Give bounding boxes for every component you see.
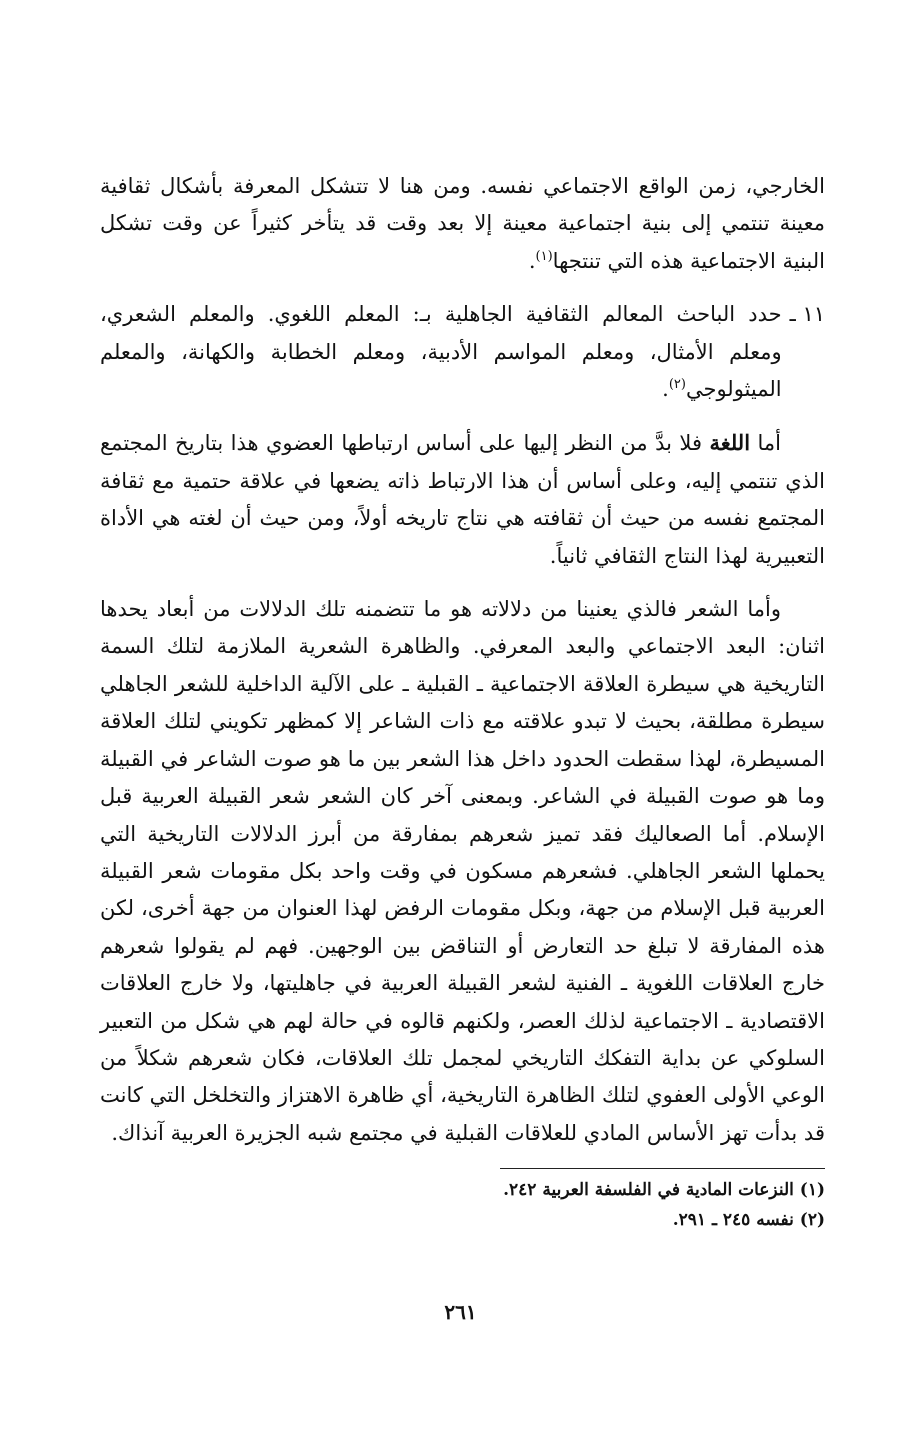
item-text-block bbox=[100, 296, 782, 408]
footnote-2: (٢) نفسه ٢٤٥ ـ ٢٩١. bbox=[672, 1210, 825, 1231]
paragraph-text: وأما الشعر فالذي يعنينا من دلالاته هو ما تتضمنه تلك الدلالات من أبعاد يحدها اثنان: البعد الاجتماعي والبعد المعرفي. والظاهرة الشعرية الملازمة لتلك السمة التاريخية هي سيطرة العلاقة الاجتماعية ـ القبلية ـ على الآلية الداخلية للشعر الجاهلي سيطرة مطلقة، بحيث لا تبدو علاقته مع ذات الشاعر إلا كمظهر تكويني لتلك العلاقة المسيطرة، لهذا سقطت الحدود داخل هذا الشعر بين ما هو صوت الشاعر في القبيلة وما هو صوت القبيلة في الشاعر. وبمعنى آخر كان الشعر شعر القبيلة العربية قبل الإسلام. أما الصعاليك فقد تميز شعرهم بمفارقة من أبرز الدلالات التاريخية التي يحملها الشعر الجاهلي. فشعرهم مسكون في وقت واحد بكل مقومات شعر القبيلة العربية قبل الإسلام من جهة، وبكل مقومات الرفض لهذا العنوان من جهة أخرى، لكن هذه المفارقة لا تبلغ حد التعارض أو التناقض بين الوجهين. فهم لم يقولوا شعرهم خارج العلاقات اللغوية ـ الفنية لشعر القبيلة العربية في جاهليتها، ولا خارج العلاقات الاقتصادية ـ الاجتماعية لذلك العصر، ولكنهم قالوه في حالة لهم هي شكل من التعبير السلوكي عن بداية التفكك التاريخي لمجمل تلك العلاقات، فكان شعرهم شكلاً من الوعي الأولى العفوي لتلك الظاهرة التاريخية، أي ظاهرة الاهتزاز والتخلخل التي كانت قد بدأت تهز الأساس المادي للعلاقات القبلية في مجتمع شبه الجزيرة العربية آنذاك. bbox=[100, 597, 825, 1145]
item-text: حدد الباحث المعالم الثقافية الجاهلية بـ: المعلم اللغوي. والمعلم الشعري، ومعلم الأمثال، ومعلم المواسم الأدبية، ومعلم الخطابة والكهانة، والمعلم الميثولوجي bbox=[100, 302, 782, 402]
footnote-1: (١) النزعات المادية في الفلسفة العربية ٢٤٢. bbox=[503, 1180, 825, 1201]
keyword-language: اللغة bbox=[709, 430, 751, 456]
footnotes bbox=[100, 1175, 825, 1235]
paragraph-text: فلا بدَّ من النظر إليها على أساس ارتباطها العضوي هذا بتاريخ المجتمع الذي تنتمي إليه، وعلى أساس أن هذا الارتباط ذاته يضعها في علاقة حتمية مع ثقافة المجتمع نفسه من حيث أن ثقافته هي نتاج تاريخه أولاً، ومن حيث أن لغته هي الأداة التعبيرية لهذا النتاج الثقافي ثانياً. bbox=[100, 431, 825, 568]
paragraph-end: . bbox=[528, 248, 536, 273]
paragraph-poetry bbox=[100, 591, 825, 1152]
numbered-item-11 bbox=[100, 296, 825, 408]
paragraph-continuation bbox=[100, 168, 825, 280]
page-body bbox=[100, 168, 825, 1235]
paragraph-lead: أما bbox=[757, 431, 781, 456]
page-number: ٢٦١ bbox=[444, 1300, 477, 1324]
footnote-divider bbox=[500, 1168, 825, 1169]
footnote-ref-1[interactable]: (١) bbox=[535, 248, 553, 264]
paragraph-language bbox=[100, 424, 825, 575]
item-end: . bbox=[662, 377, 669, 402]
footnote-ref-2[interactable]: (٢) bbox=[668, 377, 686, 393]
item-number: ١١ ـ bbox=[789, 302, 825, 327]
paragraph-text: الخارجي، زمن الواقع الاجتماعي نفسه. ومن هنا لا تتشكل المعرفة بأشكال ثقافية معينة تنتمي إلى بنية اجتماعية معينة إلا بعد وقت قد يتأخر كثيراً عن وقت تشكل البنية الاجتماعية هذه التي تنتجها bbox=[100, 174, 825, 273]
